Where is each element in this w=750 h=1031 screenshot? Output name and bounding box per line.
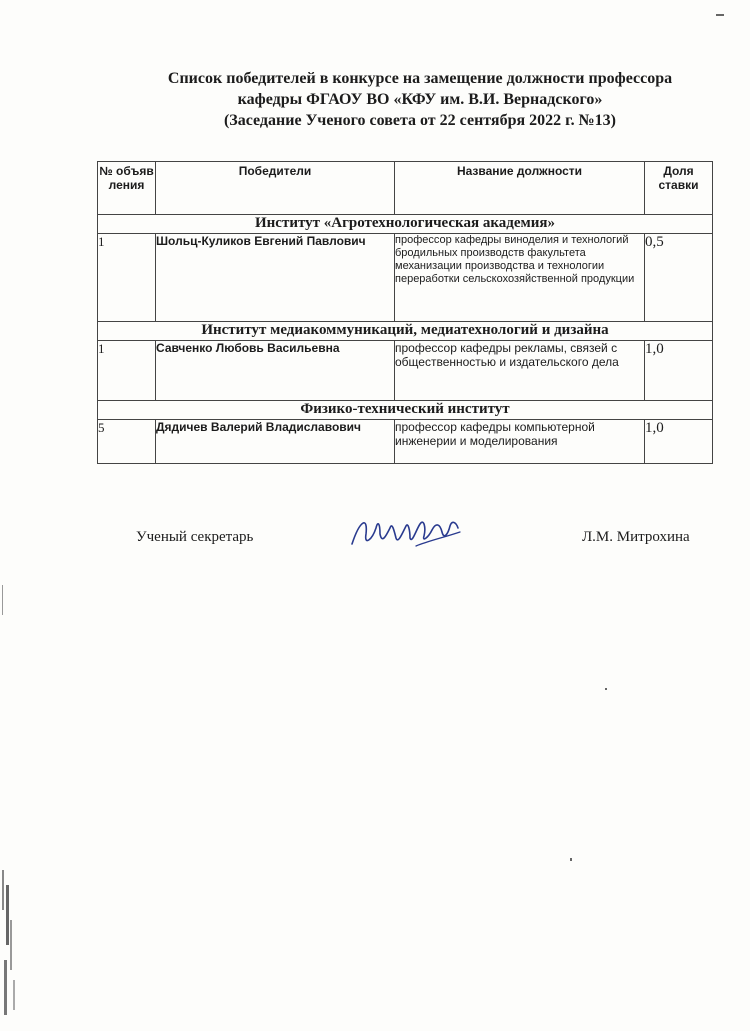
- title-line-1: Список победителей в конкурсе на замещение должности профессора: [167, 70, 673, 87]
- scan-speck: [570, 858, 572, 861]
- title-line-2: кафедры ФГАОУ ВО «КФУ им. В.И. Вернадского»: [237, 91, 603, 108]
- row-rate: 1,0: [645, 420, 713, 464]
- section-row-physics: [98, 401, 713, 420]
- row-position: профессор кафедры рекламы, связей с общественностью и издательского дела: [395, 341, 645, 401]
- row-rate: 1,0: [645, 341, 713, 401]
- row-number: 1: [98, 234, 156, 322]
- row-rate: 0,5: [645, 234, 713, 322]
- table-row: [98, 341, 713, 401]
- header-winners: Победители: [156, 162, 395, 215]
- table-header-row: [98, 162, 713, 215]
- row-winner: Дядичев Валерий Владиславович: [156, 420, 395, 464]
- header-position: Название должности: [395, 162, 645, 215]
- header-number: № объяв ления: [98, 162, 156, 215]
- document-title: [100, 68, 740, 131]
- section-title: Институт медиакоммуникаций, медиатехнологий и дизайна: [98, 322, 713, 341]
- table-row: [98, 420, 713, 464]
- handwritten-signature: [346, 510, 466, 555]
- row-number: 1: [98, 341, 156, 401]
- title-line-3: (Заседание Ученого совета от 22 сентября 2022 г. №13): [223, 112, 617, 129]
- section-row-media: [98, 322, 713, 341]
- winners-table: [97, 161, 713, 464]
- scan-speck: [2, 585, 3, 615]
- section-title: Институт «Агротехнологическая академия»: [98, 215, 713, 234]
- row-position: профессор кафедры компьютерной инженерии и моделирования: [395, 420, 645, 464]
- scan-speck: [605, 688, 607, 690]
- signature-role: Ученый секретарь: [136, 529, 254, 545]
- signature-name: Л.М. Митрохина: [582, 529, 690, 545]
- row-winner: Савченко Любовь Васильевна: [156, 341, 395, 401]
- table-row: [98, 234, 713, 322]
- row-number: 5: [98, 420, 156, 464]
- scan-speck: [716, 14, 724, 16]
- scan-edge-marks: [0, 850, 20, 1031]
- row-winner: Шольц-Куликов Евгений Павлович: [156, 234, 395, 322]
- section-row-agro: [98, 215, 713, 234]
- header-rate: Доля ставки: [645, 162, 713, 215]
- section-title: Физико-технический институт: [98, 401, 713, 420]
- row-position: профессор кафедры виноделия и технологий бродильных производств факультета механизации производства и технологии переработки сельскохозяйственной продукции: [395, 234, 645, 322]
